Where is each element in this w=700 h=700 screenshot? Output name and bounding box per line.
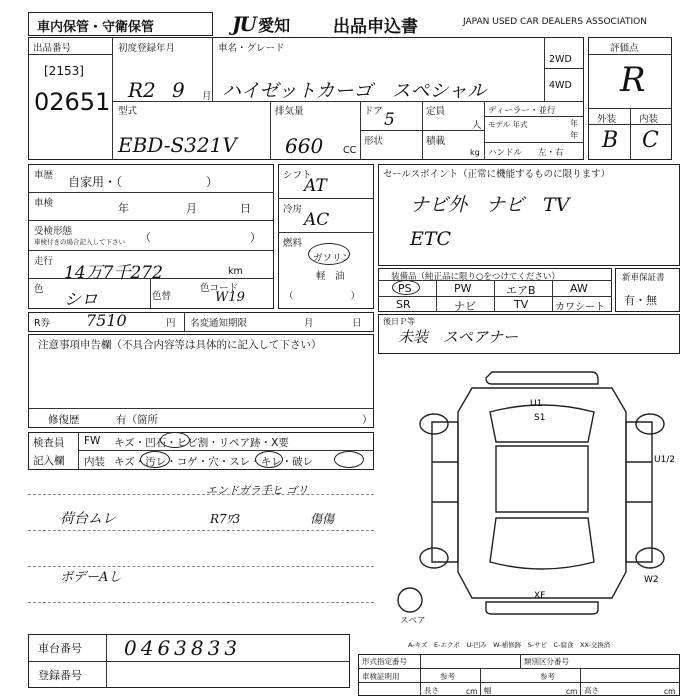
shift-value: AT bbox=[304, 176, 327, 196]
damage-legend: A-キズ E-エクボ U-凹み W-補修跡 S-サビ C-腐食 XX-交換済 bbox=[408, 641, 611, 649]
fly-stone-circle bbox=[160, 432, 190, 448]
repair-label: 修復歴 bbox=[48, 414, 80, 426]
color-code-value: W19 bbox=[215, 290, 245, 305]
dealer-label: ディーラー・並行 bbox=[488, 106, 556, 116]
rear-label: 後日Ｐ等 bbox=[383, 317, 415, 326]
remark-3: R7ﾜ3 bbox=[210, 512, 241, 526]
fuel-gasoline-circle bbox=[308, 243, 350, 265]
sales-point-label: セールスポイント（正常に機能するものに限ります） bbox=[383, 169, 611, 180]
sales-point-line1: ナビ外 ナビ TV bbox=[410, 194, 570, 216]
drive-2wd: 2WD bbox=[549, 54, 572, 65]
remark-1: エンドガラ手ヒ ゴリ bbox=[206, 484, 309, 497]
receive-label: 受検形態 bbox=[34, 226, 73, 237]
inspection-year: 年 bbox=[118, 202, 129, 215]
remark-5: ボデーAし bbox=[60, 570, 122, 585]
ju-logo-text: 愛知 bbox=[258, 16, 291, 35]
model-value: EBD-S321V bbox=[118, 133, 237, 157]
color-change-label: 色替 bbox=[152, 291, 172, 302]
car-name-value: ハイゼットカーゴ スペシャル bbox=[222, 80, 487, 102]
exterior-label: 外装 bbox=[597, 114, 617, 125]
exterior-value: B bbox=[602, 128, 619, 153]
inspector-row1: キズ・凹石・ヒビ割・リペア跡・X要 bbox=[114, 437, 289, 449]
receive-paren: （ ） bbox=[140, 231, 261, 244]
mark-xf: XF bbox=[534, 591, 546, 601]
cert-label: 車検証明用 bbox=[362, 672, 400, 681]
recycle-value: 7510 bbox=[86, 311, 127, 330]
storage-label-box bbox=[28, 12, 213, 36]
history-value: 自家用・（ ） bbox=[68, 175, 219, 189]
model-year-label: モデル 年式 bbox=[488, 120, 528, 129]
shift-label: シフト bbox=[283, 170, 312, 181]
grade-label: 評価点 bbox=[610, 43, 639, 54]
load-unit: kg bbox=[470, 148, 480, 157]
lot-label: 出品番号 bbox=[33, 43, 72, 54]
dirt-circle bbox=[140, 451, 170, 468]
model-year-unit: 年 bbox=[570, 119, 578, 128]
equip-airbag: エアB bbox=[506, 284, 536, 297]
name-change-label: 名変通知期限 bbox=[190, 318, 248, 329]
width-label: 幅 bbox=[484, 686, 492, 695]
equip-leather-seat: カワシート bbox=[555, 302, 605, 313]
displacement-label: 排気量 bbox=[275, 106, 304, 117]
displacement-value: 660 bbox=[285, 134, 324, 158]
inspector-row1-tag: FW bbox=[84, 435, 101, 447]
aircon-value: AC bbox=[304, 210, 330, 230]
inspector-row2-tag: 内装 bbox=[84, 456, 105, 468]
mark-s1: S1 bbox=[534, 413, 546, 423]
equip-ps-circle bbox=[392, 280, 420, 295]
fuel-diesel: 軽 油 bbox=[316, 271, 345, 282]
interior-label: 内装 bbox=[639, 114, 659, 125]
storage-label: 車内保管・守衛保管 bbox=[37, 20, 155, 35]
equip-pw: PW bbox=[454, 282, 472, 295]
mark-u1-2: U1/2 bbox=[654, 455, 676, 465]
inspection-month: 月 bbox=[186, 202, 197, 215]
reg-number-label: 登録番号 bbox=[38, 669, 82, 682]
history-label: 車歴 bbox=[34, 170, 54, 181]
model-year-unit-2: 年 bbox=[570, 131, 578, 140]
shape-label: 形状 bbox=[364, 136, 384, 147]
mileage-value: 14万7千272 bbox=[64, 263, 163, 283]
capacity-unit: 人 bbox=[472, 120, 482, 131]
color-value: シロ bbox=[64, 290, 98, 310]
interior-value: C bbox=[642, 128, 659, 153]
drive-4wd: 4WD bbox=[549, 80, 572, 91]
grade-value: R bbox=[620, 60, 646, 100]
equipment-label: 装備品（純正品に限り○をつけてください） bbox=[391, 272, 560, 282]
aircon-label: 冷房 bbox=[283, 204, 303, 215]
sales-point-line2: ETC bbox=[410, 228, 452, 250]
model-label: 型式 bbox=[118, 106, 138, 117]
association-name: JAPAN USED CAR DEALERS ASSOCIATION bbox=[463, 17, 647, 27]
inspector-label-2: 記入欄 bbox=[33, 455, 65, 467]
name-change-month: 月 bbox=[304, 318, 314, 329]
registration-label: 初度登録年月 bbox=[118, 43, 176, 54]
ju-logo-mark: JU bbox=[232, 12, 255, 36]
fuel-gasoline: ガソリン bbox=[313, 253, 352, 264]
name-change-day: 日 bbox=[352, 318, 362, 329]
warranty-label: 新車保証書 bbox=[622, 273, 665, 283]
equip-sr: SR bbox=[396, 298, 411, 311]
inspector-row2: キズ・汚レ・コゲ・穴・スレ・キレ・破レ bbox=[114, 456, 314, 468]
fuel-paren: （ ） bbox=[284, 291, 361, 302]
mark-u1: U1 bbox=[530, 399, 543, 409]
registration-month-unit: 月 bbox=[202, 91, 212, 102]
mark-w2: W2 bbox=[644, 575, 659, 585]
height-label: 高さ bbox=[584, 686, 599, 695]
car-damage-diagram bbox=[412, 362, 676, 620]
recycle-label: R券 bbox=[34, 318, 51, 329]
lot-bracket-number: [2153] bbox=[44, 64, 84, 78]
width-unit: cm bbox=[566, 687, 578, 696]
fuel-label: 燃料 bbox=[283, 238, 303, 249]
height-unit: cm bbox=[664, 687, 676, 696]
color-label: 色 bbox=[34, 284, 44, 295]
receive-sub: 車検付きの場合記入して下さい bbox=[34, 238, 125, 246]
car-name-label: 車名・グレード bbox=[218, 43, 285, 54]
warranty-value: 有・無 bbox=[624, 294, 657, 307]
handle-value: 左・右 bbox=[538, 148, 564, 158]
length-label: 長さ bbox=[424, 686, 439, 695]
inspection-label: 車検 bbox=[34, 198, 54, 209]
mileage-label: 走行 bbox=[34, 256, 54, 267]
remark-2: 荷台ムレ bbox=[60, 511, 116, 527]
registration-year: R2 bbox=[128, 78, 156, 102]
recycle-unit: 円 bbox=[166, 318, 176, 329]
color-code-label: 色コード bbox=[200, 283, 239, 294]
mileage-unit: km bbox=[228, 266, 243, 277]
load-label: 積載 bbox=[426, 136, 446, 147]
ju-logo bbox=[232, 12, 290, 36]
spare-label: スペア bbox=[400, 616, 426, 626]
equip-tv: TV bbox=[514, 298, 529, 311]
inspection-day: 日 bbox=[240, 202, 251, 215]
ref-label-2: 参考 bbox=[540, 672, 555, 681]
lot-number: 02651 bbox=[34, 88, 111, 116]
equip-aw: AW bbox=[570, 282, 588, 295]
tear-circle bbox=[334, 451, 364, 468]
repair-value: 有（箇所 bbox=[116, 414, 158, 426]
notes-label: 注意事項申告欄（不具合内容等は具体的に記入して下さい） bbox=[38, 339, 322, 351]
doors-value: 5 bbox=[384, 110, 395, 130]
remark-4: 傷傷 bbox=[310, 512, 335, 526]
chassis-label: 車台番号 bbox=[38, 642, 82, 655]
registration-month: 9 bbox=[172, 78, 185, 102]
capacity-label: 定員 bbox=[426, 106, 446, 117]
rub-circle bbox=[255, 451, 283, 468]
displacement-unit: CC bbox=[343, 145, 357, 156]
form-title: 出品申込書 bbox=[333, 17, 418, 37]
category-number-label: 類別区分番号 bbox=[524, 657, 569, 666]
chassis-value: 0463833 bbox=[124, 636, 242, 660]
handle-label: ハンドル bbox=[488, 148, 523, 158]
inspector-label-1: 検査員 bbox=[33, 437, 65, 449]
rear-value: 未装 スペアナー bbox=[398, 328, 519, 346]
ref-label-1: 参考 bbox=[440, 672, 455, 681]
length-unit: cm bbox=[466, 687, 478, 696]
equip-ps: PS bbox=[398, 282, 412, 295]
repair-close: ） bbox=[362, 414, 373, 426]
equip-navi: ナビ bbox=[454, 300, 476, 313]
doors-label: ドア bbox=[364, 106, 383, 117]
form-number-label: 形式指定番号 bbox=[362, 657, 407, 666]
